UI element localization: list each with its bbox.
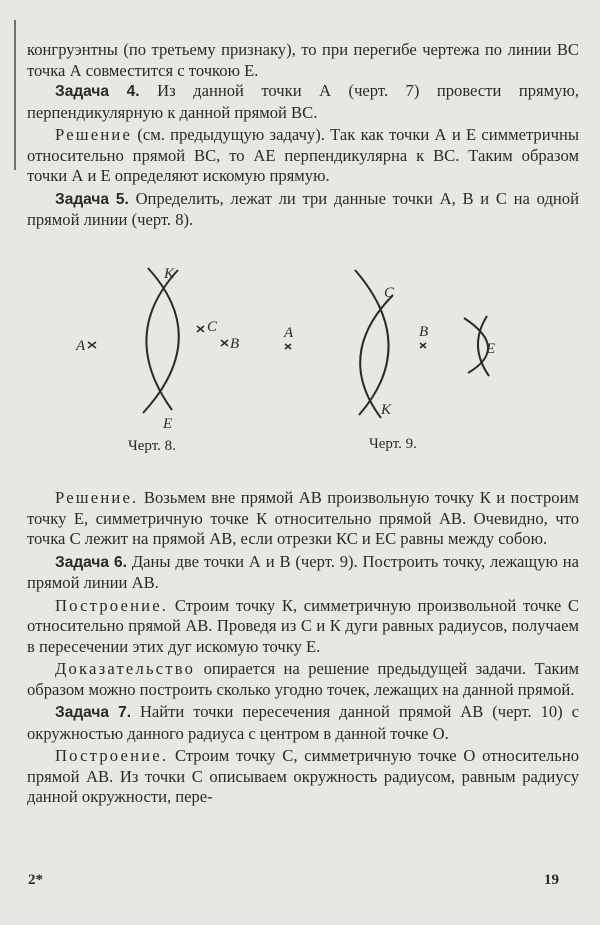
paragraph-continuation: конгруэнтны (по третьему признаку), то при перегибе чертежа по линии ВС точка А совместится с точкою Е. [27, 40, 579, 80]
fig8-cross-b [221, 340, 228, 346]
problem-4 [27, 81, 579, 123]
fig9-caption: Черт. 9. [369, 436, 417, 452]
fig8-cross-c [197, 326, 204, 332]
fig9-label-k: K [381, 402, 392, 418]
solution-4-label: Решение [55, 125, 133, 144]
construction-7 [27, 746, 579, 808]
solution-4-text: (см. предыдущую задачу). Так как точки А и Е симметричны относительно прямой ВС, то АЕ перпендикулярна к ВС. Таким образом точки А и Е определяют искомую прямую. [27, 125, 579, 185]
fig8-caption: Черт. 8. [128, 438, 176, 454]
page-edge-mark [14, 20, 16, 170]
problem-6-label: Задача 6. [55, 553, 127, 571]
problem-6 [27, 552, 579, 594]
solution-5-text: Возьмем вне прямой АВ произвольную точку К и построим точку Е, симметричную точке К относительно прямой АВ. Очевидно, что точка С лежит на прямой АВ, если отрезки КС и ЕС равны между собою. [27, 488, 579, 548]
figures-area [0, 250, 600, 460]
page-number: 19 [544, 872, 559, 888]
fig9-label-e: E [486, 341, 496, 357]
fig8-cross-a [88, 342, 96, 348]
bottom-text-block [27, 488, 579, 808]
fig8-label-c: C [207, 319, 218, 335]
construction-6 [27, 596, 579, 658]
fig9-label-b: B [419, 324, 429, 340]
problem-5-text: Определить, лежат ли три данные точки А, В и С на одной прямой линии (черт. 8). [27, 188, 579, 229]
solution-5-label: Решение. [55, 488, 139, 507]
fig9-label-a: A [284, 325, 294, 341]
problem-7-label: Задача 7. [55, 704, 132, 721]
fig9-cross-a [285, 344, 291, 349]
construction-6-label: Построение. [55, 595, 169, 615]
solution-5 [27, 488, 579, 550]
fig8-label-b: B [230, 336, 240, 352]
figures-svg [0, 250, 600, 460]
construction-7-label: Построение. [55, 746, 169, 765]
problem-5-label: Задача 5. [55, 190, 129, 208]
problem-7 [27, 702, 579, 744]
problem-4-label: Задача 4. [55, 83, 140, 100]
problem-4-text: Из данной точки А (черт. 7) провести прямую, перпендикулярную к данной прямой ВС. [27, 81, 579, 122]
fig8-label-e: E [163, 416, 173, 432]
construction-6-text: Строим точку К, симметричную произвольной точке С относительно прямой АВ. Проведя из С и К дуги равных радиусов, получаем в пересечении этих дуг искомую точку Е. [27, 595, 579, 656]
construction-7-text: Строим точку С, симметричную точке О относительно прямой АВ. Из точки С описываем окружность радиусом, равным радиусу данной окружности, пере- [27, 746, 579, 806]
fig9-e-arc-1 [464, 318, 488, 373]
fig8-label-a: A [76, 338, 86, 354]
fig9-cross-b [420, 343, 426, 348]
proof-6-text: опирается на решение предыдущей задачи. Таким образом можно построить сколько угодно точек, лежащих на данной прямой. [27, 659, 579, 699]
top-text-block [27, 40, 579, 231]
problem-6-text: Даны две точки А и В (черт. 9). Построить точку, лежащую на прямой линии АВ. [27, 551, 580, 592]
fig9-label-c: C [384, 285, 395, 301]
problem-7-text: Найти точки пересечения данной прямой АВ (черт. 10) с окружностью данного радиуса с центром в данной точке О. [27, 702, 579, 743]
fig8-label-k: K [164, 266, 175, 282]
fig8-arc-right [143, 268, 179, 413]
problem-5 [27, 189, 579, 231]
proof-6-label: Доказательство [55, 659, 196, 678]
signature-mark: 2* [28, 872, 43, 888]
proof-6 [27, 659, 579, 700]
solution-4 [27, 125, 579, 187]
